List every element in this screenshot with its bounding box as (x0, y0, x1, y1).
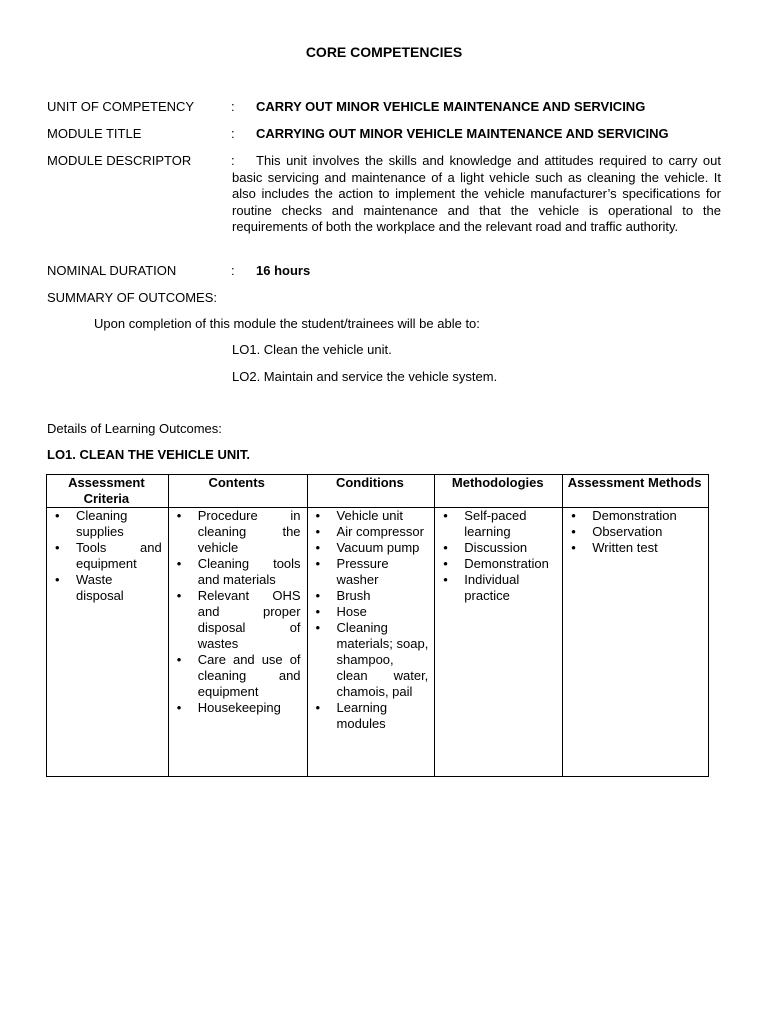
header-assessment-methods: Assessment Methods (563, 475, 709, 508)
module-title-colon: : (231, 126, 235, 141)
list-item: • Hose (312, 604, 429, 620)
module-descriptor-value: This unit involves the skills and knowledge and attitudes required to carry out basic servicing and maintenance of a light vehicle such as cleaning the vehicle. It also includes the action to implement the vehicle manufacturer’s specifications for routine checks and maintenance and that the vehicle is operational to the requirements of both the workplace and the relevant road and traffic authority. (232, 153, 721, 234)
list-item: • Cleaning supplies (51, 508, 162, 540)
module-descriptor-colon: : (231, 153, 235, 168)
list-item: • Pressure washer (312, 556, 429, 588)
list-item: • Tools and equipment (51, 540, 162, 572)
list-item: • Demonstration (439, 556, 556, 572)
methodologies-cell (435, 508, 563, 777)
contents-list (173, 508, 301, 716)
list-item: • Written test (567, 540, 702, 556)
unit-of-competency-colon: : (231, 99, 235, 114)
unit-of-competency-label: UNIT OF COMPETENCY (47, 99, 195, 114)
table-header-row (47, 475, 709, 508)
nominal-duration-label: NOMINAL DURATION (47, 263, 177, 278)
learning-outcome-2: LO2. Maintain and service the vehicle system. (232, 369, 498, 384)
learning-outcome-1: LO1. Clean the vehicle unit. (232, 342, 392, 357)
list-item: • Learning modules (312, 700, 429, 732)
header-conditions: Conditions (307, 475, 435, 508)
page-title: CORE COMPETENCIES (305, 44, 463, 60)
list-item: • Care and use of cleaning and equipment (173, 652, 301, 700)
details-of-learning-outcomes-label: Details of Learning Outcomes: (47, 421, 222, 436)
lo1-heading: LO1. CLEAN THE VEHICLE UNIT. (47, 447, 250, 462)
header-assessment-criteria: Assessment Criteria (47, 475, 169, 508)
criteria-cell (47, 508, 169, 777)
list-item: • Vehicle unit (312, 508, 429, 524)
list-item: • Discussion (439, 540, 556, 556)
list-item: • Individual practice (439, 572, 556, 604)
list-item: • Procedure in cleaning the vehicle (173, 508, 301, 556)
criteria-list (51, 508, 162, 604)
list-item: • Housekeeping (173, 700, 301, 716)
summary-of-outcomes-label: SUMMARY OF OUTCOMES: (47, 290, 217, 305)
nominal-duration-value: 16 hours (256, 263, 311, 278)
learning-outcome-table (46, 474, 709, 777)
nominal-duration-colon: : (231, 263, 235, 278)
module-descriptor-text (232, 153, 721, 236)
list-item: • Relevant OHS and proper disposal of wastes (173, 588, 301, 652)
list-item: • Demonstration (567, 508, 702, 524)
list-item: • Cleaning tools and materials (173, 556, 301, 588)
list-item: • Brush (312, 588, 429, 604)
header-contents: Contents (168, 475, 307, 508)
unit-of-competency-value: CARRY OUT MINOR VEHICLE MAINTENANCE AND SERVICING (256, 99, 646, 114)
methods-cell (563, 508, 709, 777)
list-item: • Observation (567, 524, 702, 540)
contents-cell (168, 508, 307, 777)
methodologies-list (439, 508, 556, 604)
header-methodologies: Methodologies (435, 475, 563, 508)
module-title-label: MODULE TITLE (47, 126, 142, 141)
list-item: • Vacuum pump (312, 540, 429, 556)
upon-completion-text: Upon completion of this module the student/trainees will be able to: (94, 316, 480, 331)
list-item: • Self-paced learning (439, 508, 556, 540)
conditions-cell (307, 508, 435, 777)
conditions-list (312, 508, 429, 732)
methods-list (567, 508, 702, 556)
module-title-value: CARRYING OUT MINOR VEHICLE MAINTENANCE AND SERVICING (256, 126, 669, 141)
module-descriptor-label: MODULE DESCRIPTOR (47, 153, 192, 168)
list-item: • Cleaning materials; soap, shampoo, clean water, chamois, pail (312, 620, 429, 700)
table-row (47, 508, 709, 777)
list-item: • Air compressor (312, 524, 429, 540)
list-item: • Waste disposal (51, 572, 162, 604)
